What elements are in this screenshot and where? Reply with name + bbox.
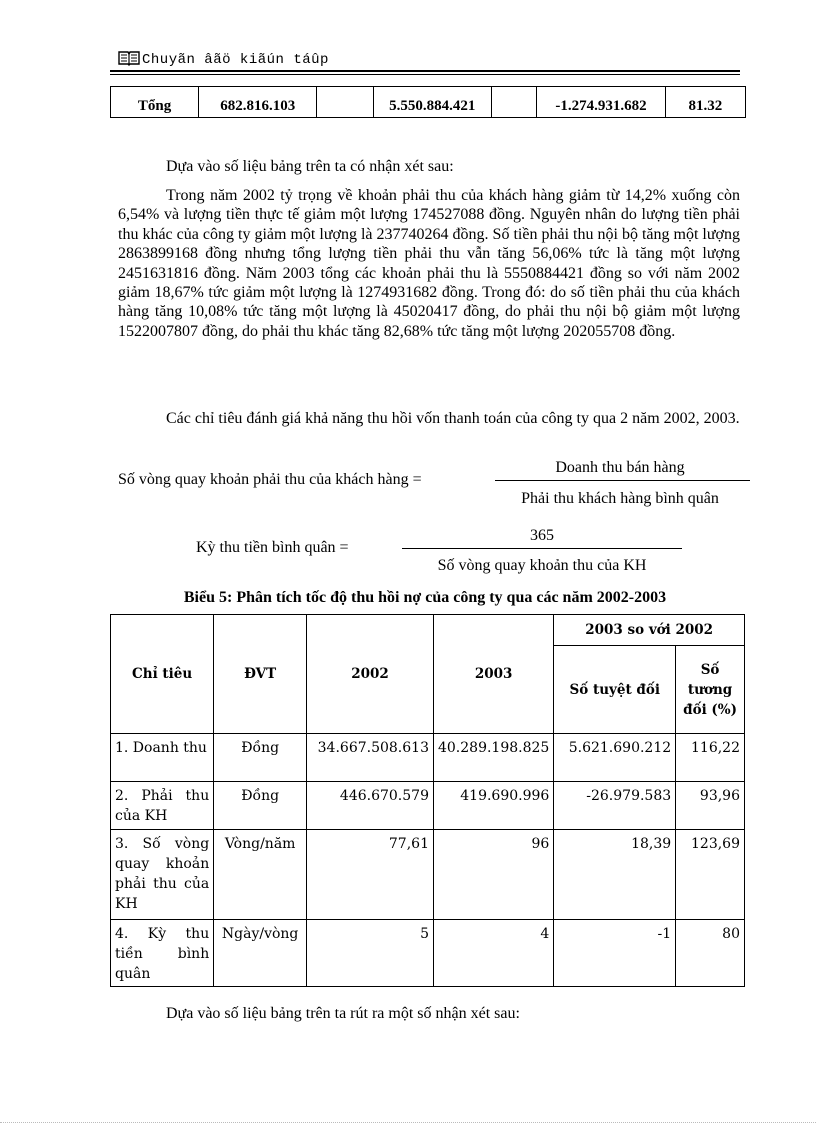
table-row bbox=[111, 830, 745, 920]
row-rel: 116,22 bbox=[676, 734, 745, 782]
row-abs: 5.621.690.212 bbox=[554, 734, 676, 782]
row-2002: 446.670.579 bbox=[307, 782, 434, 830]
header-absolute: Số tuyệt đối bbox=[554, 646, 676, 734]
row-unit: Đồng bbox=[214, 734, 307, 782]
table-cell: 5.550.884.421 bbox=[373, 87, 491, 118]
total-label: Tổng bbox=[111, 87, 199, 118]
row-abs: -1 bbox=[554, 920, 676, 987]
book-icon bbox=[118, 50, 140, 71]
header-title: Chuyãn âãö kiãún táûp bbox=[142, 52, 329, 68]
row-2003: 419.690.996 bbox=[433, 782, 553, 830]
header-2003: 2003 bbox=[433, 615, 553, 734]
row-abs: -26.979.583 bbox=[554, 782, 676, 830]
row-abs: 18,39 bbox=[554, 830, 676, 920]
paragraph-conclusion: Dựa vào số liệu bảng trên ta rút ra một số nhận xét sau: bbox=[166, 1005, 520, 1022]
paragraph-analysis: Trong năm 2002 tỷ trọng về khoản phải thu của khách hàng giảm từ 14,2% xuống còn 6,54% và lượng tiền thực tế giảm một lượng 174527088 đồng. Nguyên nhân do lượng tiền phải thu khác của công ty giảm một lượng là 237740264 đồng. Số tiền phải thu nội bộ tăng một lượng 2863899168 đồng nhưng tổng lượng tiền phải thu vẫn tăng 56,06% tức là tăng một lượng 2451631816 đồng. Năm 2003 tổng các khoản phải thu là 5550884421 đồng so với năm 2002 giảm 18,67% tức giảm một lượng là 1274931682 đồng. Trong đó: do số tiền phải thu của khách hàng tăng 10,08% tức tăng một lượng là 45020417 đồng, do phải thu nội bộ giảm một lượng 1522007807 đồng, do phải thu khác tăng 82,68% tức tăng một lượng 202055708 đồng. bbox=[118, 187, 740, 340]
debt-collection-table bbox=[110, 614, 745, 987]
page-header bbox=[118, 50, 329, 71]
formula2-lhs: Kỳ thu tiền bình quân = bbox=[196, 539, 349, 556]
table-cell: 682.816.103 bbox=[199, 87, 317, 118]
table-row bbox=[111, 920, 745, 987]
table-header-row bbox=[111, 615, 745, 646]
row-2002: 34.667.508.613 bbox=[307, 734, 434, 782]
formula1-denominator: Phải thu khách hàng bình quân bbox=[521, 490, 719, 507]
paragraph-criteria: Các chỉ tiêu đánh giá khả năng thu hồi vốn thanh toán của công ty qua 2 năm 2002, 2003. bbox=[166, 410, 740, 427]
formula1-numerator: Doanh thu bán hàng bbox=[555, 459, 685, 476]
paragraph-intro: Dựa vào số liệu bảng trên ta có nhận xét sau: bbox=[166, 158, 454, 175]
table-cell: -1.274.931.682 bbox=[537, 87, 665, 118]
formula2-denominator: Số vòng quay khoản thu của KH bbox=[437, 557, 647, 574]
row-rel: 80 bbox=[676, 920, 745, 987]
row-2003: 40.289.198.825 bbox=[433, 734, 553, 782]
row-name: 2. Phải thu của KH bbox=[111, 782, 214, 830]
formula2-numerator: 365 bbox=[530, 527, 554, 544]
header-relative: Số tương đối (%) bbox=[676, 646, 745, 734]
row-unit: Ngày/vòng bbox=[214, 920, 307, 987]
formula1-lhs: Số vòng quay khoản phải thu của khách hàng = bbox=[118, 471, 422, 488]
header-2002: 2002 bbox=[307, 615, 434, 734]
table-cell: 81.32 bbox=[665, 87, 745, 118]
formula1-fraction-line bbox=[495, 480, 750, 481]
row-2002: 77,61 bbox=[307, 830, 434, 920]
table-title: Biểu 5: Phân tích tốc độ thu hồi nợ của công ty qua các năm 2002-2003 bbox=[183, 589, 667, 606]
row-name: 1. Doanh thu bbox=[111, 734, 214, 782]
row-2002: 5 bbox=[307, 920, 434, 987]
header-chi-tieu: Chỉ tiêu bbox=[111, 615, 214, 734]
header-compare: 2003 so với 2002 bbox=[554, 615, 745, 646]
row-rel: 123,69 bbox=[676, 830, 745, 920]
table-row bbox=[111, 782, 745, 830]
row-unit: Vòng/năm bbox=[214, 830, 307, 920]
header-dvt: ĐVT bbox=[214, 615, 307, 734]
table-row bbox=[111, 734, 745, 782]
total-row-table bbox=[110, 86, 746, 118]
table-cell bbox=[317, 87, 373, 118]
header-rule-thin bbox=[110, 74, 740, 75]
row-2003: 4 bbox=[433, 920, 553, 987]
row-2003: 96 bbox=[433, 830, 553, 920]
row-name: 3. Số vòng quay khoản phải thu của KH bbox=[111, 830, 214, 920]
formula2-fraction-line bbox=[402, 548, 682, 549]
table-row bbox=[111, 87, 746, 118]
header-rule bbox=[110, 70, 740, 72]
row-unit: Đồng bbox=[214, 782, 307, 830]
row-name: 4. Kỳ thu tiền bình quân bbox=[111, 920, 214, 987]
row-rel: 93,96 bbox=[676, 782, 745, 830]
table-cell bbox=[492, 87, 537, 118]
